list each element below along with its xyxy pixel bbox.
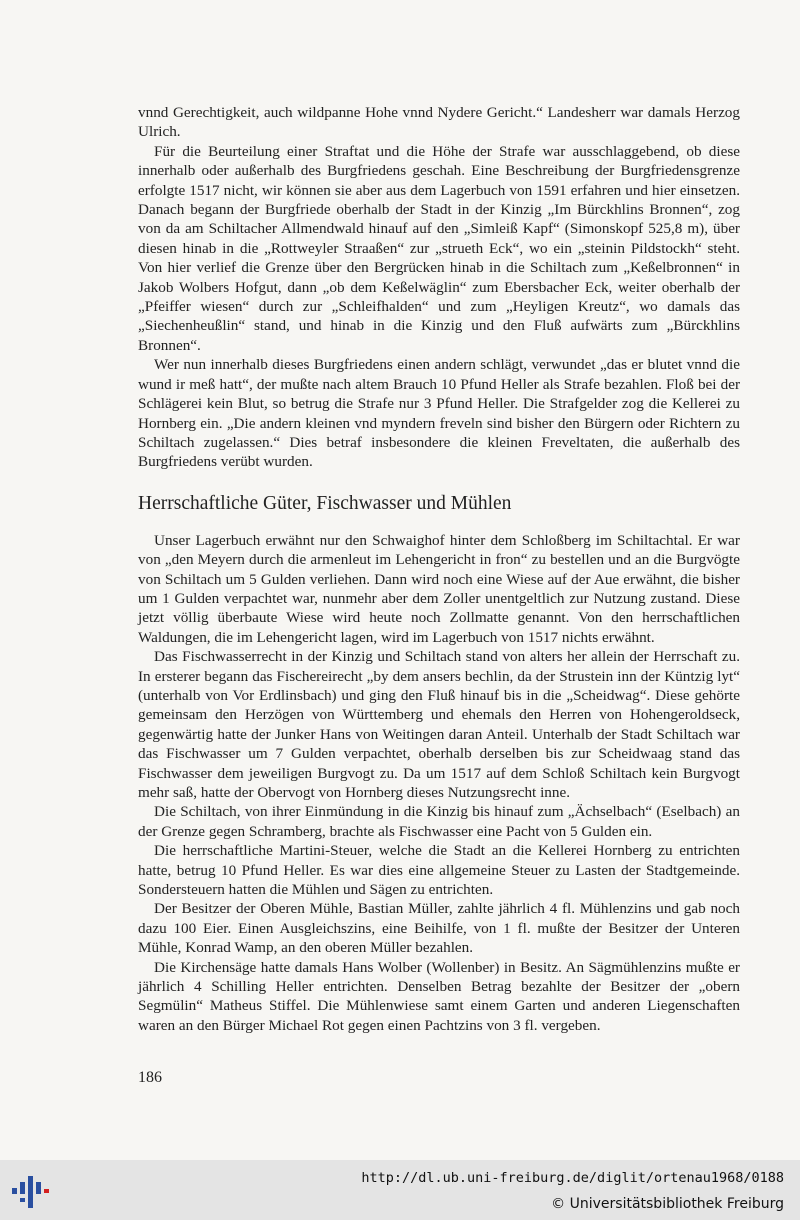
copyright-notice: © Universitätsbibliothek Freiburg	[551, 1196, 784, 1212]
page-body	[138, 103, 740, 1035]
page-number: 186	[138, 1069, 162, 1086]
paragraph-6: Die Schiltach, von ihrer Einmündung in die Kinzig bis hinauf zum „Ächselbach“ (Eselbach) an der Grenze gegen Schramberg, brachte als Fischwasser eine Pacht von 5 Gulden ein.	[138, 803, 740, 840]
paragraph-9: Die Kirchensäge hatte damals Hans Wolber (Wollenber) in Besitz. An Sägmühlenzins mußte er jährlich 4 Schilling Heller entrichten. Denselben Betrag bezahlte der Besitzer der „obern Segmülin“ Matheus Stiffel. Die Mühlenwiese samt einem Garten und anderen Liegenschaften waren an den Bürger Michael Rot gegen einen Pachtzins von 3 fl. vergeben.	[138, 958, 740, 1034]
section-heading: Herrschaftliche Güter, Fischwasser und Mühlen	[138, 492, 512, 514]
paragraph-7: Die herrschaftliche Martini-Steuer, welche die Stadt an die Kellerei Hornberg zu entrichten hatte, betrug 10 Pfund Heller. Es war dies eine allgemeine Steuer zu Lasten der Stadtgemeinde. Sondersteuern hatten die Mühlen und Sägen zu entrichten.	[138, 842, 740, 899]
paragraph-1: vnnd Gerechtigkeit, auch wildpanne Hohe vnnd Nydere Gericht.“ Landesherr war damals Herzog Ulrich.	[138, 104, 740, 141]
paragraph-5: Das Fischwasserrecht in der Kinzig und Schiltach stand von alters her allein der Herrschaft zu. In ersterer begann das Fischereirecht „by dem ansers bechlin, da der Strustein inn der Küntzig lyt“ (unterhalb von Vor Erdlinsbach) und ging den Fluß hinauf bis in die „Scheidwag“. Diese gehörte gemeinsam den Herzögen von Württemberg und ehemals den Herren von Hohengeroldseck, gegenwärtig hatte der Junker Hans von Weitingen daran Anteil. Unterhalb der Stadt Schiltach war das Fischwasser um 7 Gulden verpachtet, oberhalb derselben bis zur Scheidwaag stand das Fischwasser dem jeweiligen Burgvogt zu. Da um 1517 auf dem Schloß Schiltach kein Burgvogt mehr saß, hatte der Obervogt von Hornberg dieses Nutzungsrecht inne.	[138, 648, 740, 801]
viewer-footer	[0, 1160, 800, 1220]
paragraph-3: Wer nun innerhalb dieses Burgfriedens einen andern schlägt, verwundet „das er blutet vnnd die wund ir meß hatt“, der mußte nach altem Brauch 10 Pfund Heller als Strafe bezahlen. Floß bei der Schlägerei kein Blut, so betrug die Strafe nur 3 Pfund Heller. Die Strafgelder zog die Kellerei zu Hornberg ein. „Die andern kleinen vnd myndern freveln sind bisher den Bürgern oder Richtern zu Schiltach zugelassen.“ Dies betraf insbesondere die kleinen Freveltaten, die außerhalb des Burgfriedens verübt wurden.	[138, 356, 740, 471]
paragraph-2: Für die Beurteilung einer Straftat und die Höhe der Strafe war ausschlaggebend, ob diese innerhalb oder außerhalb des Burgfriedens geschah. Eine Beschreibung der Burgfriedensgrenze erfolgte 1517 nicht, wir können sie aber aus dem Lagerbuch von 1591 erfahren und hier einsetzen. Danach begann der Burgfriede oberhalb der Stadt in der Kinzig „Im Bürckhlins Bronnen“, zog von da am Schiltacher Allmendwald hinauf auf den „Simleiß Kapf“ (Simonskopf 525,8 m), über diesen hinab in die „Rottweyler Straaßen“ zur „strueth Eck“, wo ein „steinin Pildstockh“ steht. Von hier verlief die Grenze über den Bergrücken hinab in die Schiltach zum „Keßelbronnen“ in Jakob Wolbers Hofgut, dann „ob dem Keßelwäglin“ zum Ebersbacher Eck, weiter oberhalb der „Pfeiffer wiesen“ durch zur „Schleifhalden“ und zum „Heyligen Kreutz“, wo damals das „Siechenheußlin“ stand, und hinab in die Kinzig und den Fluß aufwärts zum „Bürckhlins Bronnen“.	[138, 142, 740, 354]
source-url-link[interactable]: http://dl.ub.uni-freiburg.de/diglit/ortenau1968/0188	[361, 1170, 784, 1186]
paragraph-4: Unser Lagerbuch erwähnt nur den Schwaighof hinter dem Schloßberg im Schiltachtal. Er war von „den Meyern durch die armenleut im Lehengericht in fron“ zu bestellen und an die Burgvögte von Schiltach um 5 Gulden verliehen. Dann wird noch eine Wiese auf der Aue erwähnt, die bisher um 1 Gulden verpachtet war, nunmehr aber dem Zoller unentgeltlich zur Nutzung zustand. Diese jetzt völlig überbaute Wiese wird heute noch Zollmatte genannt. Von den herrschaftlichen Waldungen, die im Lehengericht lagen, wird im Lagerbuch von 1517 nichts erwähnt.	[138, 531, 740, 646]
paragraph-8: Der Besitzer der Oberen Mühle, Bastian Müller, zahlte jährlich 4 fl. Mühlenzins und gab noch dazu 100 Eier. Einen Ausgleichszins, eine Beihilfe, von 1 fl. mußte der Besitzer der Unteren Mühle, Konrad Wamp, an den oberen Müller bezahlen.	[138, 900, 740, 957]
ub-freiburg-logo-icon[interactable]	[8, 1172, 52, 1212]
